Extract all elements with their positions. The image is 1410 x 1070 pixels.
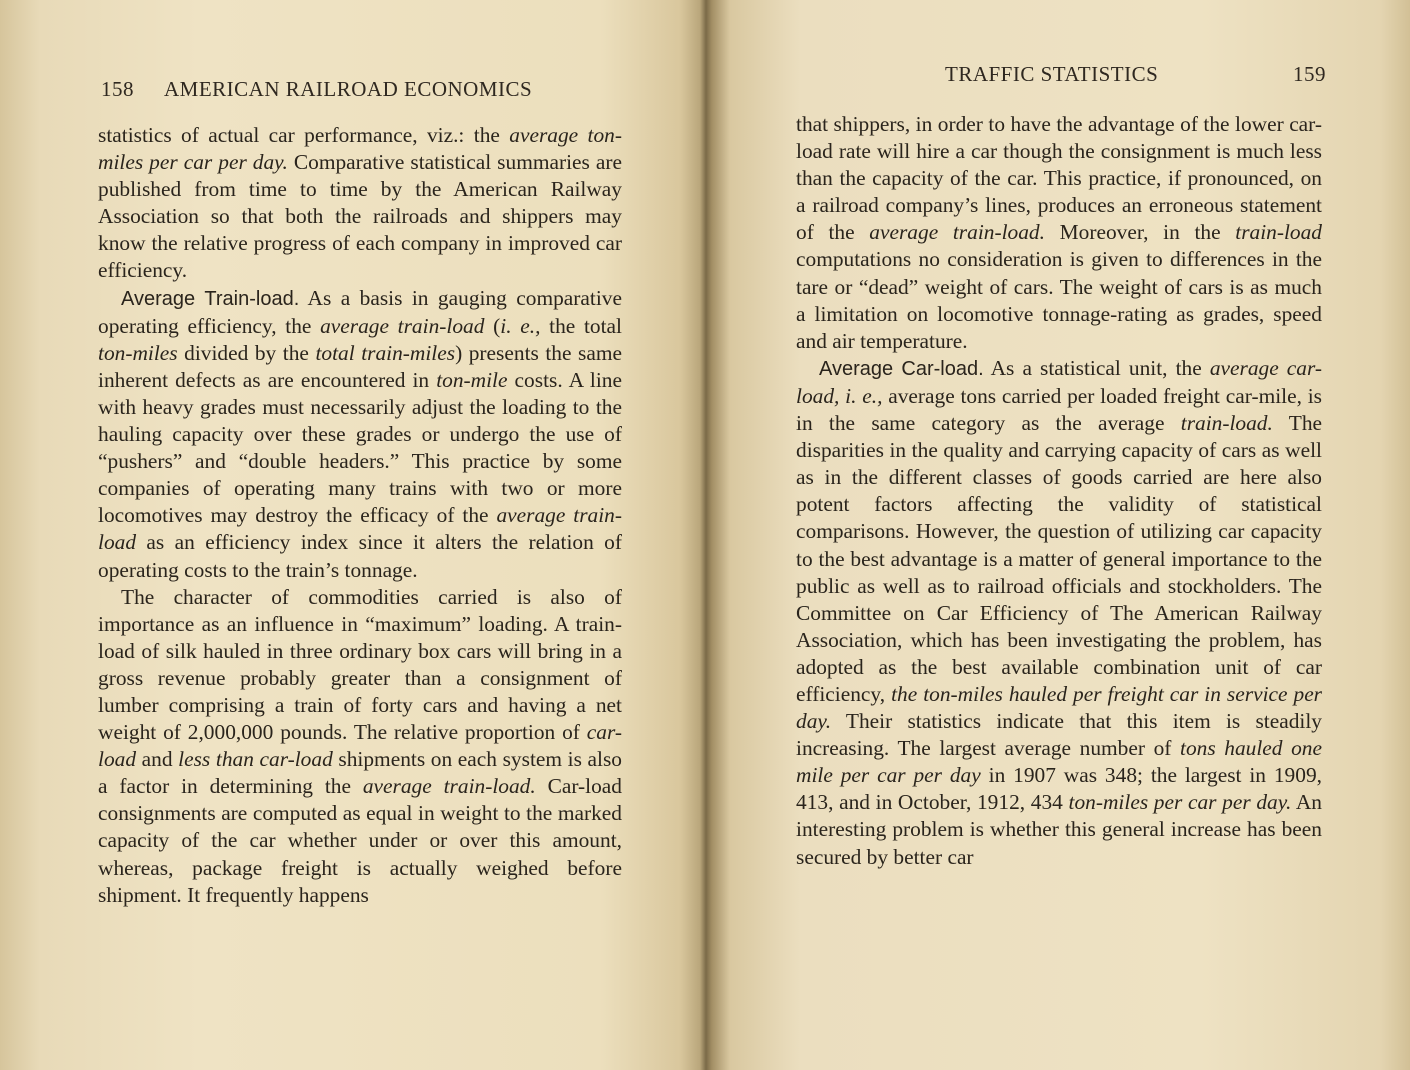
right-paragraph-1 (796, 111, 1322, 355)
text-run: The character of commodities carried is also of importance as an influence in “maximum” loading. A train-load of silk hauled in three ordinary box cars will bring in a gross revenue probably greater than a consignment of lumber comprising a train of forty cars and having a net weight of 2,000,000 pounds. The relative proportion of (98, 584, 622, 745)
left-page-body (98, 122, 622, 909)
italic-run: car-load (98, 720, 622, 772)
text-run: As a statistical unit, the (983, 355, 1210, 380)
italic-run: average ton-miles per car per day. (98, 123, 622, 175)
right-page (708, 0, 1410, 1070)
section-heading-average-car-load: Average Car-load. (819, 357, 984, 380)
italic-run: ton-miles per car per day. (1068, 790, 1292, 815)
left-paragraph-1 (98, 122, 622, 285)
right-page-body (796, 111, 1322, 871)
italic-run: average train-load (320, 313, 485, 338)
text-run: the total (540, 313, 622, 338)
italic-run: total train-miles (315, 340, 456, 365)
left-paragraph-3 (98, 584, 622, 909)
text-run: Moreover, in the (1044, 220, 1236, 245)
right-running-head: TRAFFIC STATISTICS (945, 62, 1159, 86)
text-run: divided by the (177, 340, 316, 365)
italic-run: the ton-miles hauled per freight car in service per day. (796, 681, 1323, 734)
text-run: and (136, 747, 179, 772)
text-run: As a basis in gauging comparative operating efficiency, the (98, 285, 622, 338)
text-run: Their statistics indicate that this item is steadily increasing. The largest average number of (796, 709, 1322, 761)
text-run: ( (484, 313, 501, 338)
italic-run: train-load. (1180, 411, 1273, 436)
italic-run: train-load (1235, 220, 1323, 245)
text-run: that shippers, in order to have the advantage of the lower car-load rate will hire a car though the consignment is much less than the capacity of the car. This practice, if pronounced, on a railroad company’s lines, produces an erroneous statement of the (796, 112, 1322, 245)
right-paragraph-2 (796, 355, 1322, 871)
right-page-number: 159 (1293, 62, 1326, 86)
text-run: shipments on each system is also a factor in determining the (98, 747, 622, 799)
text-run: computations no consideration is given to differences in the tare or “dead” weight of cars. The weight of cars is as much a limitation on locomotive tonnage-rating as grades, speed and air temperature. (796, 247, 1322, 353)
italic-run: tons hauled one mile per car per day (796, 736, 1322, 788)
text-run: ) presents the same inherent defects as are encountered in (98, 340, 622, 392)
text-run: The disparities in the quality and carrying capacity of cars as well as in the different classes of goods carried are here also potent factors affecting the validity of statistical comparisons. However, the question of utilizing car capacity to the best advantage is a matter of general importance to the public as well as to railroad officials and stockholders. The Committee on Car Efficiency of The American Railway Association, which has been investigating the problem, has adopted as the best available combination unit of car efficiency, (796, 411, 1323, 706)
italic-run: i. e., (500, 313, 541, 338)
italic-run: ton-miles (98, 340, 178, 365)
italic-run: average train-load (98, 503, 623, 555)
italic-run: average train-load. (362, 774, 536, 799)
text-run: Comparative statistical summaries are published from time to time by the American Railway Association so that both the railroads and shippers may know the relative progress of each company in improved car efficiency. (98, 150, 622, 283)
italic-run: average car-load, i. e., (796, 355, 1322, 408)
text-run: as an efficiency index since it alters the relation of operating costs to the train’s tonnage. (98, 530, 622, 582)
text-run: costs. A line with heavy grades must necessarily adjust the loading to the hauling capacity over these grades or undergo the use of “pushers” and “double headers.” This practice by some companies of operating many trains with two or more locomotives may destroy the efficacy of the (98, 367, 622, 528)
left-page-number: 158 (101, 77, 134, 101)
text-run: Car-load consignments are computed as equal in weight to the marked capacity of the car whether under or over this amount, whereas, package freight is actually weighed before shipment. It frequently happens (98, 774, 622, 907)
text-run: average tons carried per loaded freight car-mile, is in the same category as the average (796, 383, 1322, 436)
italic-run: ton-mile (436, 367, 508, 392)
text-run: statistics of actual car performance, viz.: the (98, 123, 510, 147)
italic-run: less than car-load (178, 747, 333, 772)
italic-run: average train-load. (869, 220, 1045, 245)
text-run: An interesting problem is whether this general increase has been secured by better car (796, 790, 1322, 869)
left-paragraph-2 (98, 285, 622, 584)
section-heading-average-train-load: Average Train-load. (121, 287, 300, 310)
left-running-head: AMERICAN RAILROAD ECONOMICS (164, 77, 533, 101)
left-page (0, 0, 704, 1070)
text-run: in 1907 was 348; the largest in 1909, 413, and in October, 1912, 434 (796, 763, 1322, 815)
